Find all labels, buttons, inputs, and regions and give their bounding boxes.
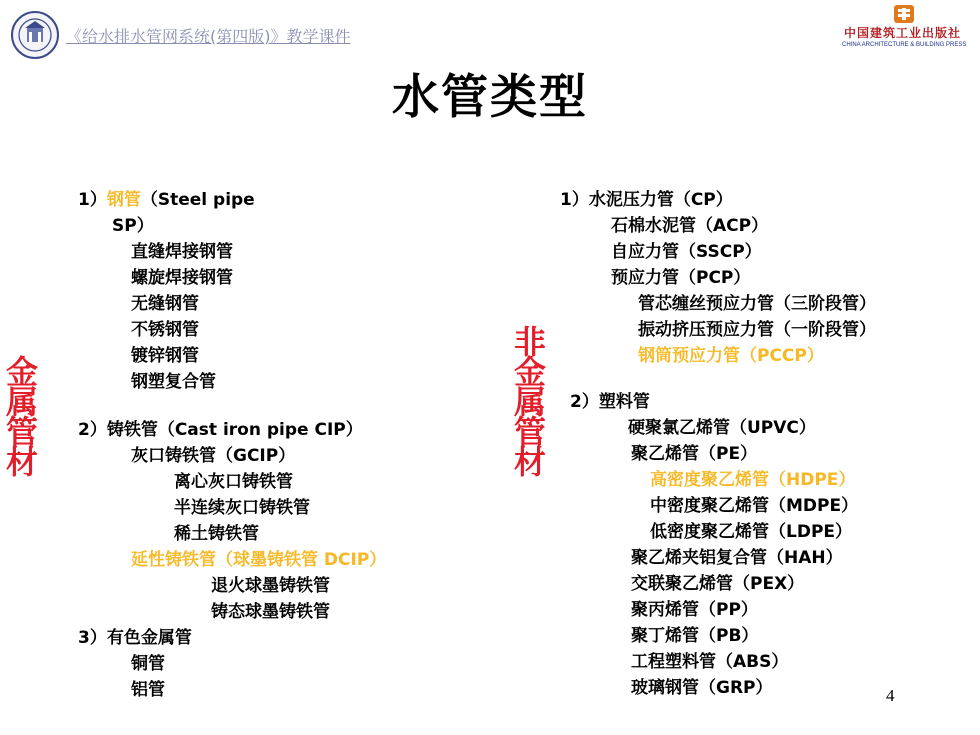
publisher-name-en: CHINA ARCHITECTURE & BUILDING PRESS [842, 42, 967, 48]
list-item: 1）水泥压力管（CP） [560, 190, 733, 210]
list-item: 直缝焊接钢管 [131, 242, 233, 262]
list-item: 不锈钢管 [131, 320, 199, 340]
list-item: 预应力管（PCP） [611, 268, 751, 288]
list-item: 管芯缠丝预应力管（三阶段管） [638, 294, 876, 314]
list-item: 镀锌钢管 [131, 346, 199, 366]
list-item: 自应力管（SSCP） [611, 242, 762, 262]
list-item-highlighted: 延性铸铁管（球墨铸铁管 DCIP） [131, 550, 387, 570]
list-item: 工程塑料管（ABS） [631, 652, 789, 672]
list-item-highlighted: 钢筒预应力管（PCCP） [638, 346, 824, 366]
publisher-logo [836, 4, 972, 56]
list-item: 铸态球墨铸铁管 [211, 602, 330, 622]
list-item-prefix: 1） [78, 190, 107, 210]
list-item: 铜管 [131, 654, 165, 674]
university-seal-logo [10, 10, 60, 60]
metal-pipes-label: 金属管材 [5, 353, 38, 481]
list-item: 低密度聚乙烯管（LDPE） [650, 522, 853, 542]
highlight-text: 钢管 [106, 190, 141, 210]
page-number: 4 [886, 686, 895, 705]
list-item: 无缝钢管 [131, 294, 199, 314]
list-item-highlighted: 高密度聚乙烯管（HDPE） [650, 470, 856, 490]
list-item: 聚乙烯夹铝复合管（HAH） [631, 548, 843, 568]
list-item: 振动挤压预应力管（一阶段管） [638, 320, 876, 340]
page-title: 水管类型 [392, 70, 588, 125]
list-item: 3）有色金属管 [78, 628, 192, 648]
list-item: 聚丙烯管（PP） [631, 600, 758, 620]
list-item: 2）铸铁管（Cast iron pipe CIP） [78, 420, 363, 440]
list-item: 离心灰口铸铁管 [174, 472, 293, 492]
list-item: 稀土铸铁管 [174, 524, 259, 544]
publisher-emblem-icon [893, 4, 915, 24]
list-item: 灰口铸铁管（GCIP） [131, 446, 296, 466]
publisher-name-cn: 中国建筑工业出版社 [844, 26, 962, 40]
list-item: 玻璃钢管（GRP） [631, 678, 773, 698]
list-item: 退火球墨铸铁管 [211, 576, 330, 596]
list-item: 石棉水泥管（ACP） [611, 216, 769, 236]
list-item: 半连续灰口铸铁管 [174, 498, 310, 518]
list-item: 2）塑料管 [570, 392, 650, 412]
list-item: 铝管 [131, 680, 165, 700]
list-item: 聚乙烯管（PE） [631, 444, 758, 464]
list-item: 钢塑复合管 [131, 372, 216, 392]
list-item: 中密度聚乙烯管（MDPE） [650, 496, 859, 516]
list-item: 螺旋焊接钢管 [131, 268, 233, 288]
nonmetal-pipes-label: 非金属管材 [513, 323, 546, 481]
list-item: 交联聚乙烯管（PEX） [631, 574, 805, 594]
list-item: 聚丁烯管（PB） [631, 626, 759, 646]
list-item: SP） [112, 216, 154, 236]
list-item: 硬聚氯乙烯管（UPVC） [628, 418, 816, 438]
list-item-steel-pipe [78, 190, 255, 210]
list-item-text: （Steel pipe [140, 190, 255, 210]
course-title-link[interactable]: 《给水排水管网系统(第四版)》教学课件 [66, 27, 351, 46]
